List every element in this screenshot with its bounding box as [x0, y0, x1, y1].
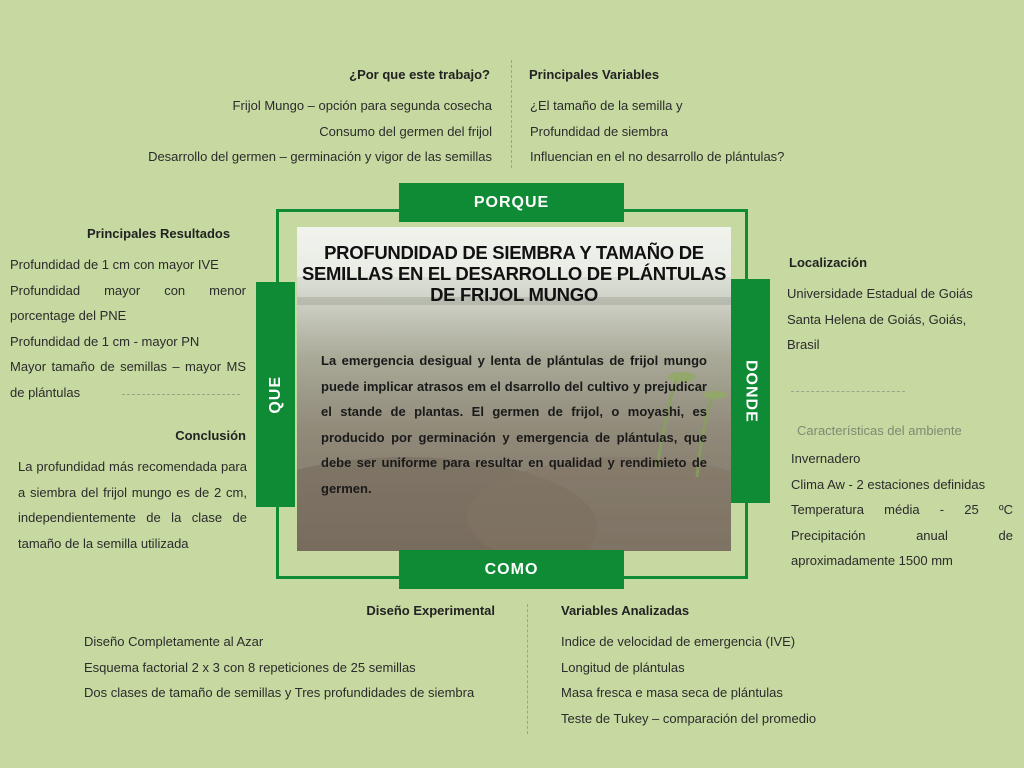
resultados-list	[10, 252, 246, 405]
list-item: Mayor tamaño de semillas – mayor MS de plántulas	[10, 359, 246, 400]
diseno-list	[84, 629, 498, 706]
list-item: Invernadero	[791, 451, 861, 466]
list-item: Consumo del germen del frijol	[319, 123, 492, 139]
tab-como-label: COMO	[484, 560, 539, 578]
list-item: Temperatura média - 25 ºC	[791, 502, 1013, 517]
porque-heading: ¿Por que este trabajo?	[349, 67, 490, 82]
list-item: Dos clases de tamaño de semillas y Tres profundidades de siembra	[84, 685, 475, 700]
tab-donde	[731, 279, 770, 503]
list-item: Indice de velocidad de emergencia (IVE)	[561, 634, 796, 649]
list-item: Diseño Completamente al Azar	[84, 634, 264, 649]
resultados-heading: Principales Resultados	[87, 226, 231, 241]
porque-list	[90, 93, 492, 170]
tab-que-label: QUE	[266, 375, 284, 414]
tab-que	[256, 282, 295, 507]
tab-como	[399, 550, 624, 589]
list-item: Esquema factorial 2 x 3 con 8 repeticiones de 25 semillas	[84, 659, 416, 675]
list-item: Profundidad de 1 cm - mayor PN	[10, 333, 200, 349]
ambiente-heading: Características del ambiente	[797, 423, 962, 438]
list-item: Precipitación anual de aproximadamente 1500 mm	[791, 527, 1013, 568]
list-item: Longitud de plántulas	[561, 659, 685, 675]
list-item: Clima Aw - 2 estaciones definidas	[791, 476, 986, 492]
list-item: Teste de Tukey – comparación del promedio	[561, 710, 817, 726]
conclusion-heading: Conclusión	[175, 428, 246, 443]
divider-right	[791, 391, 905, 392]
analizadas-heading: Variables Analizadas	[561, 603, 690, 618]
list-item: Influencian en el no desarrollo de plántulas?	[530, 149, 785, 164]
list-item: Profundidad de siembra	[530, 123, 669, 139]
ambiente-list	[791, 446, 1013, 574]
center-body: La emergencia desigual y lenta de plántulas de frijol mungo puede implicar atrasos em el dsarrollo del cultivo y prejudicar el stande de plantas. El germen de frijol, o moyashi, es producido por germinación y emergencia de plántulas, que debe ser uniforme para resultar en qualidad y rendimieto de germen.	[321, 353, 707, 496]
divider-bottom	[527, 604, 528, 734]
tab-porque-label: PORQUE	[473, 193, 550, 211]
center-title: PROFUNDIDAD DE SIEMBRA Y TAMAÑO DE SEMILLAS EN EL DESARROLLO DE PLÁNTULAS DE FRIJOL MUNGO	[301, 242, 727, 305]
list-item: Desarrollo del germen – germinación y vigor de las semillas	[148, 149, 492, 164]
list-item: ¿El tamaño de la semilla y	[530, 98, 683, 113]
list-item: Masa fresca e masa seca de plántulas	[561, 685, 783, 700]
variables-list	[530, 93, 850, 170]
analizadas-list	[561, 629, 881, 731]
localizacion-text: Universidade Estadual de Goiás Santa Helena de Goiás, Goiás, Brasil	[787, 286, 973, 352]
list-item: Profundidad de 1 cm con mayor IVE	[10, 257, 219, 272]
divider-top	[511, 60, 512, 168]
localizacion-heading: Localización	[789, 255, 868, 270]
divider-left	[122, 394, 240, 395]
diseno-heading: Diseño Experimental	[366, 603, 495, 618]
list-item: Frijol Mungo – opción para segunda cosecha	[232, 98, 492, 113]
conclusion-text: La profundidad más recomendada para a siembra del frijol mungo es de 2 cm, independientemente de la clase de tamaño de la semilla utilizada	[18, 459, 247, 551]
tab-donde-label: DONDE	[742, 359, 760, 423]
list-item: Profundidad mayor con menor porcentage del PNE	[10, 282, 246, 323]
tab-porque	[399, 183, 624, 222]
variables-heading: Principales Variables	[529, 67, 660, 82]
